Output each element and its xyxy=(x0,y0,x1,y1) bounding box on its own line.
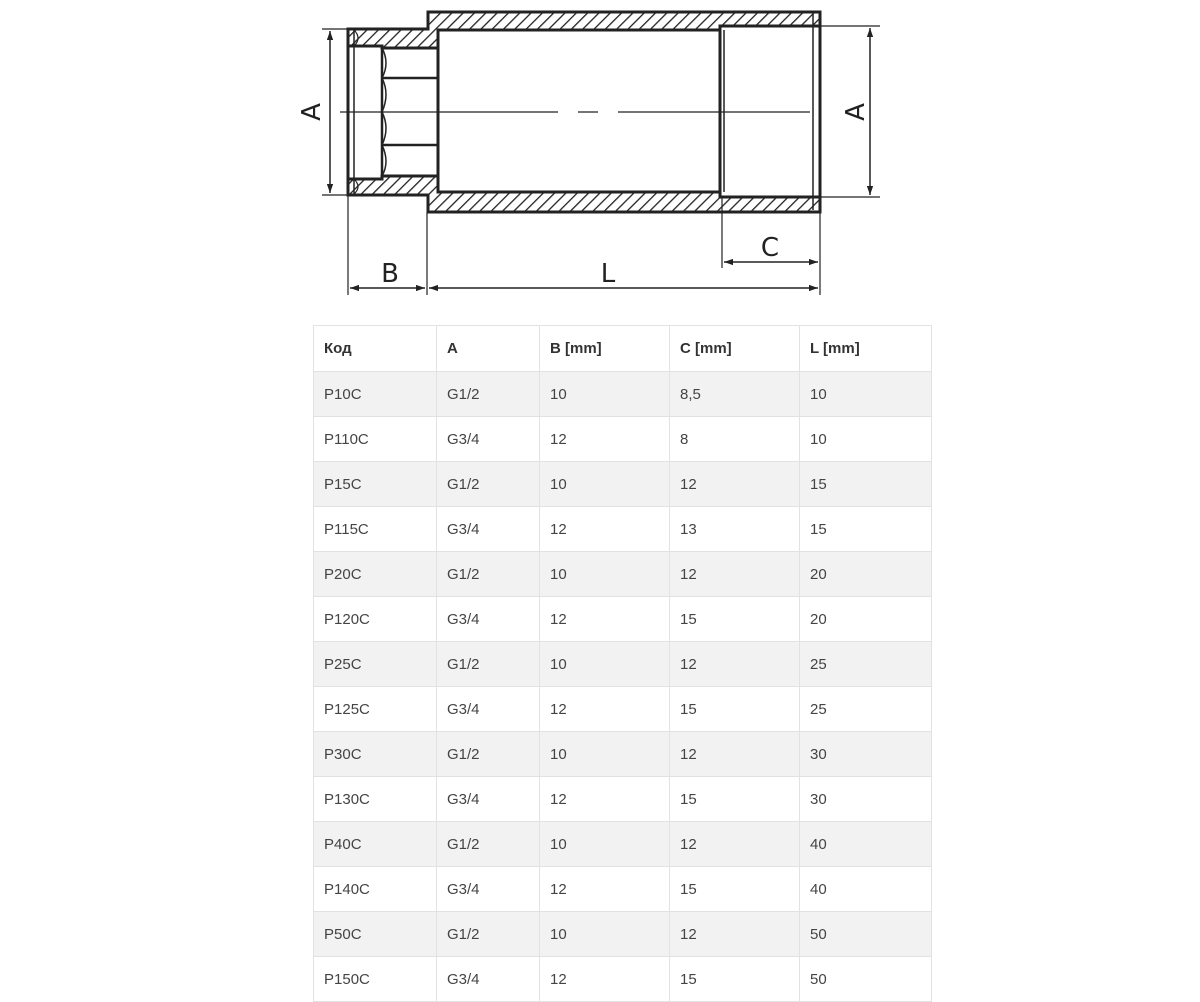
cell-l: 40 xyxy=(800,822,932,867)
cell-l: 30 xyxy=(800,777,932,822)
cell-c: 13 xyxy=(670,507,800,552)
cell-c: 12 xyxy=(670,462,800,507)
cell-a: G3/4 xyxy=(437,507,540,552)
cell-a: G3/4 xyxy=(437,867,540,912)
cell-b: 10 xyxy=(540,552,670,597)
table-row xyxy=(314,507,932,552)
cell-a: G3/4 xyxy=(437,687,540,732)
cell-a: G3/4 xyxy=(437,417,540,462)
bottom-wall-hatch xyxy=(348,176,820,212)
cell-code: P10C xyxy=(314,372,437,417)
cell-code: P150C xyxy=(314,957,437,1002)
cell-b: 10 xyxy=(540,642,670,687)
cell-b: 12 xyxy=(540,507,670,552)
cell-code: P50C xyxy=(314,912,437,957)
cell-code: P115C xyxy=(314,507,437,552)
label-b: B xyxy=(381,259,399,289)
cell-l: 20 xyxy=(800,597,932,642)
cell-b: 12 xyxy=(540,867,670,912)
table-row xyxy=(314,732,932,777)
cell-l: 20 xyxy=(800,552,932,597)
cell-l: 15 xyxy=(800,462,932,507)
fitting-section xyxy=(340,12,820,212)
table-row xyxy=(314,687,932,732)
cell-b: 10 xyxy=(540,912,670,957)
cell-l: 25 xyxy=(800,687,932,732)
cell-c: 15 xyxy=(670,597,800,642)
table-row xyxy=(314,912,932,957)
header-code: Код xyxy=(314,326,437,372)
label-a-left: A xyxy=(297,103,327,121)
cell-a: G1/2 xyxy=(437,552,540,597)
cell-a: G3/4 xyxy=(437,957,540,1002)
cell-code: P130C xyxy=(314,777,437,822)
cell-l: 30 xyxy=(800,732,932,777)
cell-l: 40 xyxy=(800,867,932,912)
cell-code: P110C xyxy=(314,417,437,462)
cell-c: 15 xyxy=(670,687,800,732)
cell-b: 12 xyxy=(540,597,670,642)
cell-c: 8 xyxy=(670,417,800,462)
cell-b: 10 xyxy=(540,732,670,777)
table-row xyxy=(314,597,932,642)
cell-b: 12 xyxy=(540,687,670,732)
cell-code: P40C xyxy=(314,822,437,867)
cell-b: 10 xyxy=(540,822,670,867)
header-b: B [mm] xyxy=(540,326,670,372)
fitting-technical-drawing xyxy=(0,0,1200,310)
cell-code: P140C xyxy=(314,867,437,912)
table-body xyxy=(314,372,932,1002)
cell-b: 12 xyxy=(540,777,670,822)
table-row xyxy=(314,867,932,912)
cell-code: P20C xyxy=(314,552,437,597)
table-row xyxy=(314,777,932,822)
cell-c: 12 xyxy=(670,552,800,597)
cell-code: P25C xyxy=(314,642,437,687)
cell-a: G1/2 xyxy=(437,462,540,507)
cell-b: 10 xyxy=(540,462,670,507)
cell-a: G1/2 xyxy=(437,822,540,867)
cell-b: 12 xyxy=(540,957,670,1002)
top-wall-hatch xyxy=(348,12,820,48)
cell-l: 10 xyxy=(800,372,932,417)
table-row xyxy=(314,417,932,462)
table-row xyxy=(314,372,932,417)
label-c: C xyxy=(760,233,780,263)
table-row xyxy=(314,462,932,507)
cell-l: 25 xyxy=(800,642,932,687)
cell-c: 12 xyxy=(670,732,800,777)
cell-c: 12 xyxy=(670,822,800,867)
cell-code: P125C xyxy=(314,687,437,732)
label-l: L xyxy=(600,259,616,289)
cell-a: G1/2 xyxy=(437,372,540,417)
cell-l: 15 xyxy=(800,507,932,552)
cell-c: 8,5 xyxy=(670,372,800,417)
cell-code: P15C xyxy=(314,462,437,507)
cell-l: 50 xyxy=(800,957,932,1002)
cell-c: 12 xyxy=(670,642,800,687)
header-a: A xyxy=(437,326,540,372)
cell-code: P30C xyxy=(314,732,437,777)
dimension-lines xyxy=(330,28,870,288)
header-l: L [mm] xyxy=(800,326,932,372)
cell-a: G3/4 xyxy=(437,597,540,642)
cell-c: 15 xyxy=(670,777,800,822)
table-row xyxy=(314,552,932,597)
table-row xyxy=(314,642,932,687)
table-header-row xyxy=(314,326,932,372)
cell-a: G1/2 xyxy=(437,642,540,687)
cell-l: 50 xyxy=(800,912,932,957)
cell-b: 12 xyxy=(540,417,670,462)
cell-code: P120C xyxy=(314,597,437,642)
table-row xyxy=(314,957,932,1002)
cell-l: 10 xyxy=(800,417,932,462)
label-a-right: A xyxy=(841,103,871,121)
cell-b: 10 xyxy=(540,372,670,417)
cell-a: G1/2 xyxy=(437,912,540,957)
cell-a: G1/2 xyxy=(437,732,540,777)
cell-a: G3/4 xyxy=(437,777,540,822)
cell-c: 15 xyxy=(670,957,800,1002)
cell-c: 12 xyxy=(670,912,800,957)
header-c: C [mm] xyxy=(670,326,800,372)
dimensions-table xyxy=(313,325,932,1002)
cell-c: 15 xyxy=(670,867,800,912)
table-row xyxy=(314,822,932,867)
